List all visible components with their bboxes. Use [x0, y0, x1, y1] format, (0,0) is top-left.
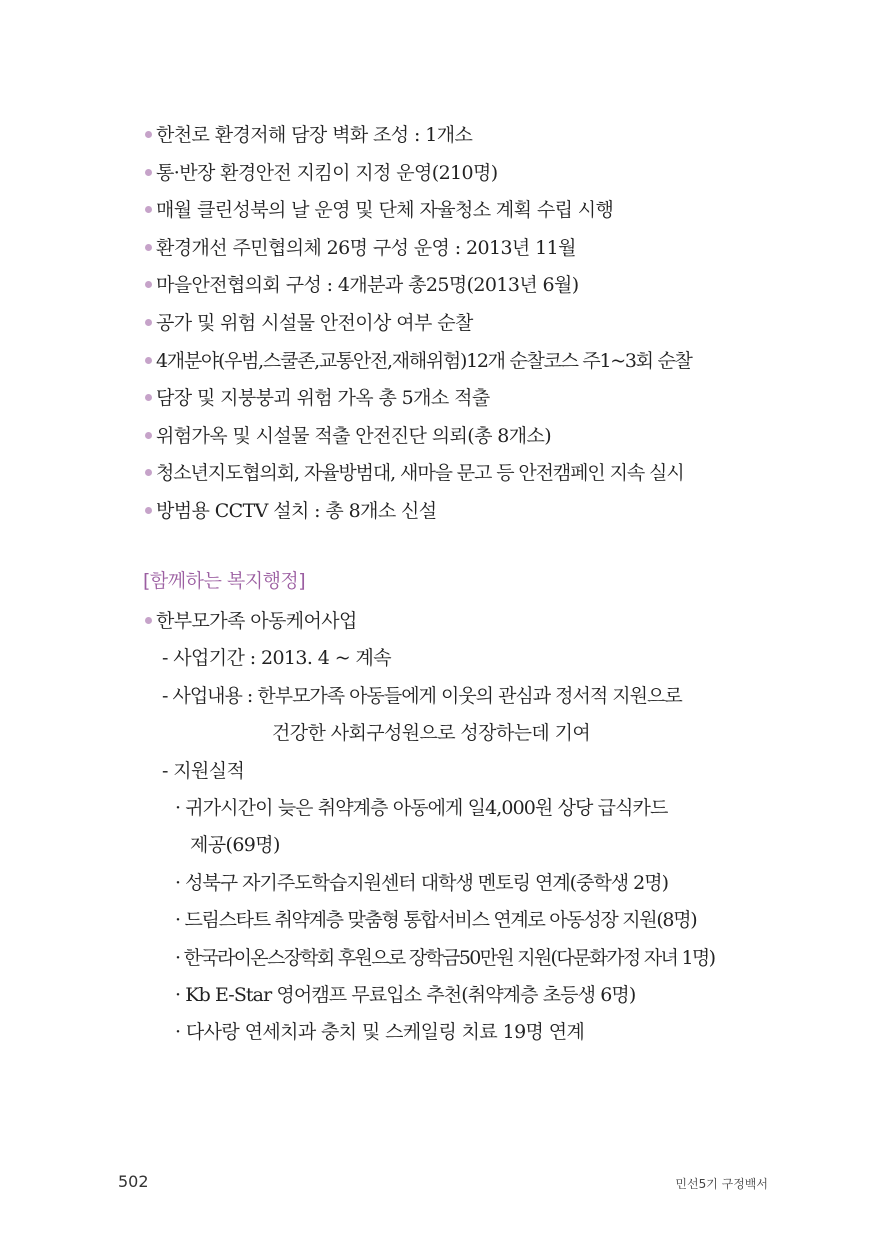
bullet-dot-icon	[145, 469, 152, 476]
bullet-dot-icon	[145, 617, 152, 624]
program-period: - 사업기간 : 2013. 4 ~ 계속	[162, 647, 391, 670]
result-item: · 다사랑 연세치과 충치 및 스케일링 치료 19명 연계	[175, 1021, 585, 1044]
result-item: · 드림스타트 취약계층 맞춤형 통합서비스 연계로 아동성장 지원(8명)	[175, 909, 697, 932]
bullet-list	[145, 117, 725, 531]
bullet-item: 담장 및 지붕붕괴 위험 가옥 총 5개소 적출	[145, 380, 725, 418]
bullet-dot-icon	[145, 319, 152, 326]
result-item: · 한국라이온스장학회 후원으로 장학금50만원 지원(다문화가정 자녀 1명)	[175, 946, 715, 969]
result-item: · 성북구 자기주도학습지원센터 대학생 멘토링 연계(중학생 2명)	[175, 871, 669, 894]
page-number: 502	[118, 1172, 149, 1191]
bullet-item: 마을안전협의회 구성 : 4개분과 총25명(2013년 6월)	[145, 267, 725, 305]
bullet-item: 방범용 CCTV 설치 : 총 8개소 신설	[145, 493, 725, 531]
bullet-dot-icon	[145, 281, 152, 288]
bullet-item: 공가 및 위험 시설물 안전이상 여부 순찰	[145, 305, 725, 343]
bullet-dot-icon	[145, 131, 152, 138]
result-item-continued: 제공(69명)	[190, 834, 280, 857]
result-item: · 귀가시간이 늦은 취약계층 아동에게 일4,000원 상당 급식카드	[175, 796, 668, 819]
bullet-item: 환경개선 주민협의체 26명 구성 운영 : 2013년 11월	[145, 230, 725, 268]
bullet-item: 한천로 환경저해 담장 벽화 조성 : 1개소	[145, 117, 725, 155]
bullet-item: 매월 클린성북의 날 운영 및 단체 자율청소 계획 수립 시행	[145, 192, 725, 230]
program-content-continued: 건강한 사회구성원으로 성장하는데 기여	[272, 722, 591, 745]
bullet-item: 4개분야(우범,스쿨존,교통안전,재해위험)12개 순찰코스 주1~3회 순찰	[145, 343, 725, 381]
bullet-dot-icon	[145, 244, 152, 251]
results-label: - 지원실적	[162, 759, 245, 782]
bullet-dot-icon	[145, 169, 152, 176]
bullet-dot-icon	[145, 357, 152, 364]
bullet-dot-icon	[145, 206, 152, 213]
bullet-item: 통·반장 환경안전 지킴이 지정 운영(210명)	[145, 155, 725, 193]
bullet-item: 청소년지도협의회, 자율방범대, 새마을 문고 등 안전캠페인 지속 실시	[145, 455, 725, 493]
welfare-section	[145, 603, 735, 1052]
bullet-dot-icon	[145, 507, 152, 514]
program-title: 한부모가족 아동케어사업	[145, 603, 735, 640]
bullet-dot-icon	[145, 432, 152, 439]
section-heading: [함께하는 복지행정]	[143, 570, 306, 592]
bullet-item: 위험가옥 및 시설물 적출 안전진단 의뢰(총 8개소)	[145, 418, 725, 456]
bullet-dot-icon	[145, 394, 152, 401]
book-title: 민선5기 구정백서	[675, 1177, 768, 1191]
result-item: · Kb E-Star 영어캠프 무료입소 추천(취약계층 초등생 6명)	[175, 983, 636, 1006]
program-content: - 사업내용 : 한부모가족 아동들에게 이웃의 관심과 정서적 지원으로	[162, 684, 682, 707]
